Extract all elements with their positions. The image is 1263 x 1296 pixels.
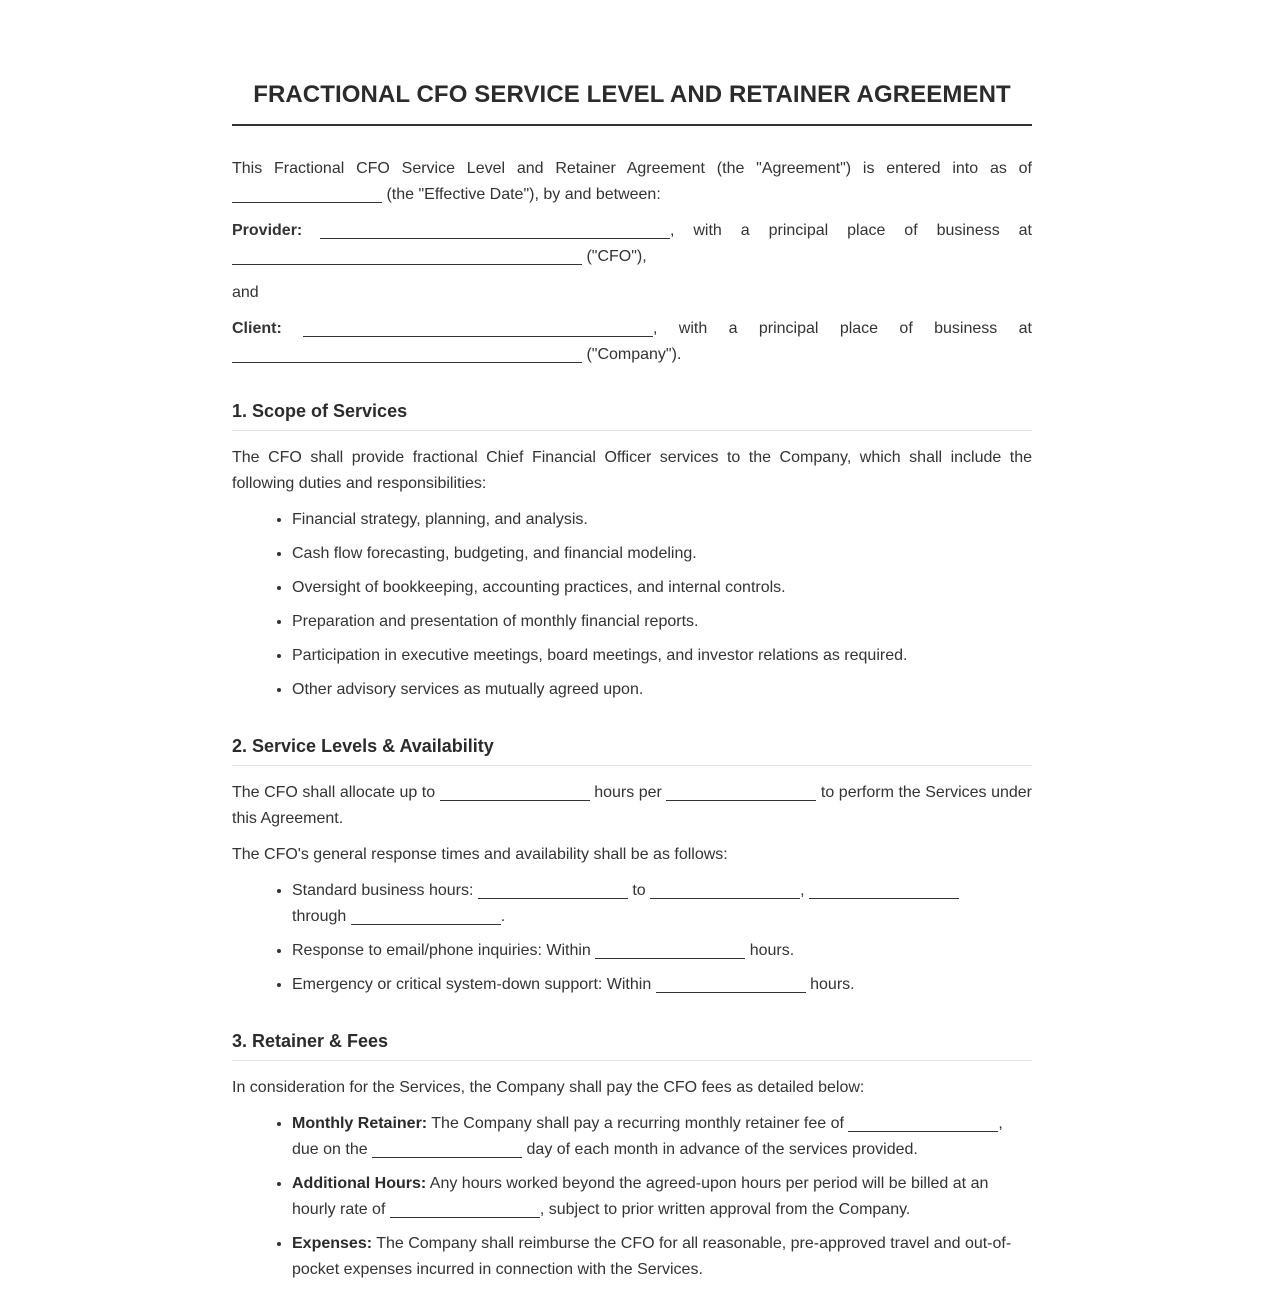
- intro-text-end: (the "Effective Date"), by and between:: [382, 186, 661, 203]
- list-item: • Participation in executive meetings, board meetings, and investor relations as required.: [292, 643, 1032, 669]
- list-item-emergency-support: [292, 972, 1032, 998]
- list-item-additional-hours: [292, 1171, 1032, 1223]
- business-hours-period: .: [500, 908, 506, 925]
- client-paragraph: [232, 316, 1032, 368]
- section-heading-retainer-fees: 3. Retainer & Fees: [232, 1028, 1032, 1061]
- expenses-text: The Company shall reimburse the CFO for all reasonable, pre-approved travel and out-of-pocket expenses incurred in connection with the Services.: [292, 1235, 1012, 1278]
- list-item: • Preparation and presentation of monthly financial reports.: [292, 609, 1032, 635]
- additional-hours-text: Any hours worked beyond the agreed-upon hours per period will be billed at an hourly rate of: [292, 1175, 989, 1218]
- emergency-text: Emergency or critical system-down support: Within: [292, 976, 656, 993]
- email-response-hours-blank[interactable]: [595, 942, 745, 959]
- agreement-document: [232, 0, 1032, 1291]
- due-day-blank[interactable]: [372, 1141, 522, 1158]
- allocation-text: The CFO shall allocate up to: [232, 784, 440, 801]
- end-time-blank[interactable]: [650, 882, 800, 899]
- expenses-label: Expenses:: [292, 1235, 373, 1252]
- list-item: • Cash flow forecasting, budgeting, and financial modeling.: [292, 541, 1032, 567]
- retainer-fee-blank[interactable]: [848, 1115, 998, 1132]
- monthly-retainer-text: The Company shall pay a recurring monthly retainer fee of: [427, 1115, 849, 1132]
- list-item: • Financial strategy, planning, and analysis.: [292, 507, 1032, 533]
- scope-paragraph: The CFO shall provide fractional Chief Financial Officer services to the Company, which shall include the following duties and responsibilities:: [232, 449, 1032, 492]
- intro-text: This Fractional CFO Service Level and Retainer Agreement (the "Agreement") is entered into as of: [232, 160, 1032, 177]
- business-hours-through: through: [292, 908, 351, 925]
- additional-hours-text-end: , subject to prior written approval from the Company.: [539, 1201, 911, 1218]
- client-label: Client:: [232, 320, 282, 337]
- availability-paragraph: The CFO's general response times and availability shall be as follows:: [232, 846, 728, 863]
- allocation-text-end: to perform the Services under this Agreement.: [232, 784, 1033, 827]
- start-time-blank[interactable]: [478, 882, 628, 899]
- provider-text-end: ("CFO"),: [582, 248, 647, 265]
- client-address-blank[interactable]: [232, 346, 582, 363]
- scope-list: [232, 507, 1032, 703]
- provider-paragraph: [232, 218, 1032, 270]
- provider-label: Provider:: [232, 222, 303, 239]
- provider-name-blank[interactable]: [320, 222, 670, 239]
- business-hours-text: Standard business hours:: [292, 882, 478, 899]
- emergency-hours-blank[interactable]: [656, 976, 806, 993]
- list-item-business-hours: [292, 878, 1032, 930]
- provider-text: , with a principal place of business at: [670, 222, 1032, 239]
- fees-paragraph: In consideration for the Services, the Company shall pay the CFO fees as detailed below:: [232, 1079, 865, 1096]
- availability-list: [232, 878, 1032, 998]
- and-text: and: [232, 284, 259, 301]
- emergency-text-end: hours.: [805, 976, 855, 993]
- period-blank[interactable]: [666, 784, 816, 801]
- email-response-text-end: hours.: [745, 942, 795, 959]
- monthly-retainer-text-mid: , due on the: [292, 1115, 1003, 1158]
- email-response-text: Response to email/phone inquiries: Within: [292, 942, 596, 959]
- additional-hours-label: Additional Hours:: [292, 1175, 427, 1192]
- hourly-rate-blank[interactable]: [390, 1201, 540, 1218]
- provider-address-blank[interactable]: [232, 248, 582, 265]
- end-day-blank[interactable]: [351, 908, 501, 925]
- fees-list: [232, 1111, 1032, 1283]
- business-hours-to: to: [627, 882, 651, 899]
- list-item: • Other advisory services as mutually agreed upon.: [292, 677, 1032, 703]
- start-day-blank[interactable]: [809, 882, 959, 899]
- client-text-end: ("Company").: [582, 346, 682, 363]
- section-heading-service-levels: 2. Service Levels & Availability: [232, 733, 1032, 766]
- list-item-monthly-retainer: [292, 1111, 1032, 1163]
- intro-paragraph: [232, 156, 1032, 208]
- monthly-retainer-label: Monthly Retainer:: [292, 1115, 428, 1132]
- monthly-retainer-text-end: day of each month in advance of the services provided.: [522, 1141, 918, 1158]
- list-item: • Oversight of bookkeeping, accounting practices, and internal controls.: [292, 575, 1032, 601]
- hours-blank[interactable]: [440, 784, 590, 801]
- list-item-expenses: [292, 1231, 1032, 1283]
- effective-date-blank[interactable]: [232, 186, 382, 203]
- client-text: , with a principal place of business at: [653, 320, 1032, 337]
- business-hours-comma: ,: [800, 882, 810, 899]
- list-item-email-response: [292, 938, 1032, 964]
- allocation-text-mid: hours per: [589, 784, 667, 801]
- document-title: FRACTIONAL CFO SERVICE LEVEL AND RETAINER AGREEMENT: [232, 0, 1032, 126]
- section-heading-scope: 1. Scope of Services: [232, 398, 1032, 431]
- client-name-blank[interactable]: [303, 320, 653, 337]
- allocation-paragraph: [232, 780, 1032, 832]
